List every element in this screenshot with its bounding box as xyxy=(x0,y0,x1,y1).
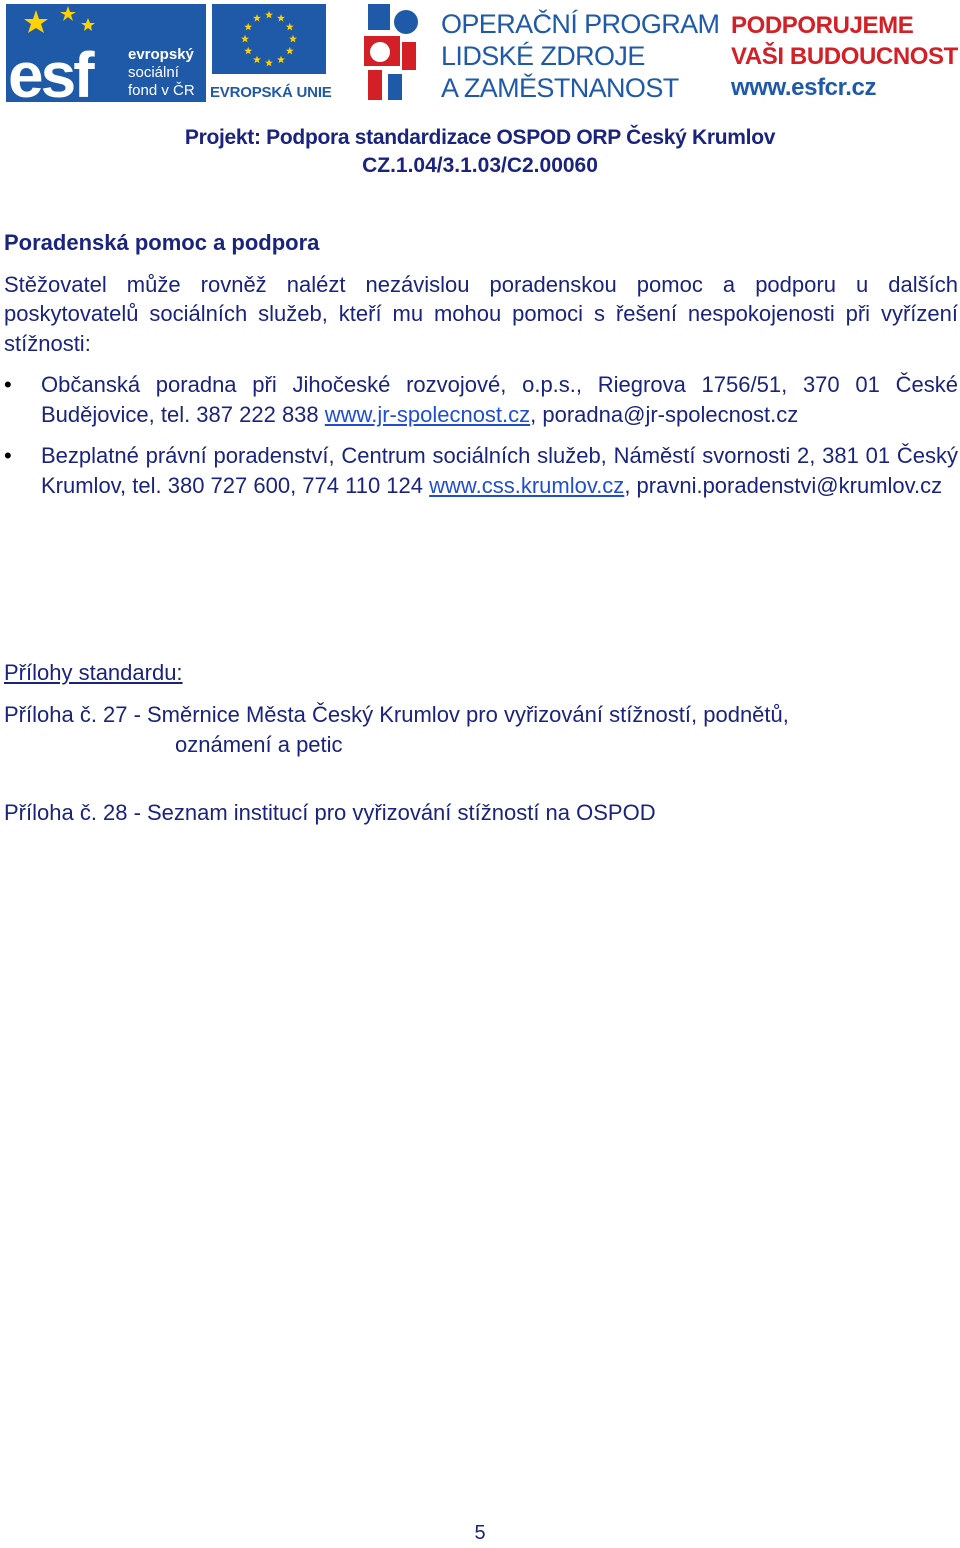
document-body xyxy=(4,228,958,512)
project-name: Projekt: Podpora standardizace OSPOD ORP Český Krumlov xyxy=(184,126,776,149)
intro-paragraph: Stěžovatel může rovněž nalézt nezávislou poradenskou pomoc a podporu u dalších poskytovatelů sociálních služeb, kteří mu mohou pomoci s řešení nespokojenosti při vyřízení stížnosti: xyxy=(4,271,958,356)
provider-list xyxy=(4,370,958,500)
esf-side-line: evropský xyxy=(128,46,194,63)
header-logo-bar xyxy=(0,0,960,110)
attachment-label: Příloha č. 27 - xyxy=(4,702,141,727)
attachments-heading: Přílohy standardu: xyxy=(4,660,183,685)
eu-flag-icon xyxy=(212,4,326,74)
project-header xyxy=(0,124,960,180)
esf-wordmark: esf xyxy=(8,39,92,102)
attachment-text: Seznam institucí pro vyřizování stížností na OSPOD xyxy=(146,800,656,825)
esf-side-line: fond v ČR xyxy=(128,82,195,99)
provider-website-link[interactable]: www.css.krumlov.cz xyxy=(429,472,625,498)
attachment-text-continued: oznámení a petic xyxy=(175,732,343,757)
op-line: OPERAČNÍ PROGRAM xyxy=(441,9,720,39)
op-line: LIDSKÉ ZDROJE xyxy=(441,41,645,71)
op-figure-icon xyxy=(362,2,428,102)
provider-email: , poradna@jr-spolecnost.cz xyxy=(530,401,799,427)
provider-website-link[interactable]: www.jr-spolecnost.cz xyxy=(324,401,531,427)
attachment-label: Příloha č. 28 - xyxy=(4,800,141,825)
esf-side-text xyxy=(128,46,195,100)
slogan-line: PODPORUJEME xyxy=(731,12,914,39)
provider-text: Bezplatné právní poradenství, Centrum sociálních služeb, Náměstí svornosti 2, 381 01 Český Krumlov, tel. 380 727 600, 774 110 124 xyxy=(41,443,958,498)
op-program-title xyxy=(441,8,720,104)
slogan-block xyxy=(731,10,960,103)
op-line: A ZAMĚSTNANOST xyxy=(441,73,679,103)
page-number: 5 xyxy=(474,1522,486,1544)
attachment-item xyxy=(4,700,958,760)
eu-label: EVROPSKÁ UNIE xyxy=(210,84,332,101)
project-code: CZ.1.04/3.1.03/C2.00060 xyxy=(362,154,598,177)
attachments-section xyxy=(4,658,958,828)
attachment-item xyxy=(4,798,958,828)
section-title: Poradenská pomoc a podpora xyxy=(4,230,320,255)
provider-text: Občanská poradna při Jihočeské rozvojové, o.p.s., Riegrova 1756/51, 370 01 České Budějovice, tel. 387 222 838 xyxy=(41,372,958,427)
list-item xyxy=(4,370,958,429)
attachment-text: Směrnice Města Český Krumlov pro vyřizování stížností, podnětů, xyxy=(146,702,789,727)
esf-side-line: sociální xyxy=(128,64,179,81)
slogan-line: VAŠI BUDOUCNOST xyxy=(731,43,958,70)
provider-email: , pravni.poradenstvi@krumlov.cz xyxy=(624,472,943,498)
slogan-url: www.esfcr.cz xyxy=(731,74,877,101)
list-item xyxy=(4,441,958,500)
